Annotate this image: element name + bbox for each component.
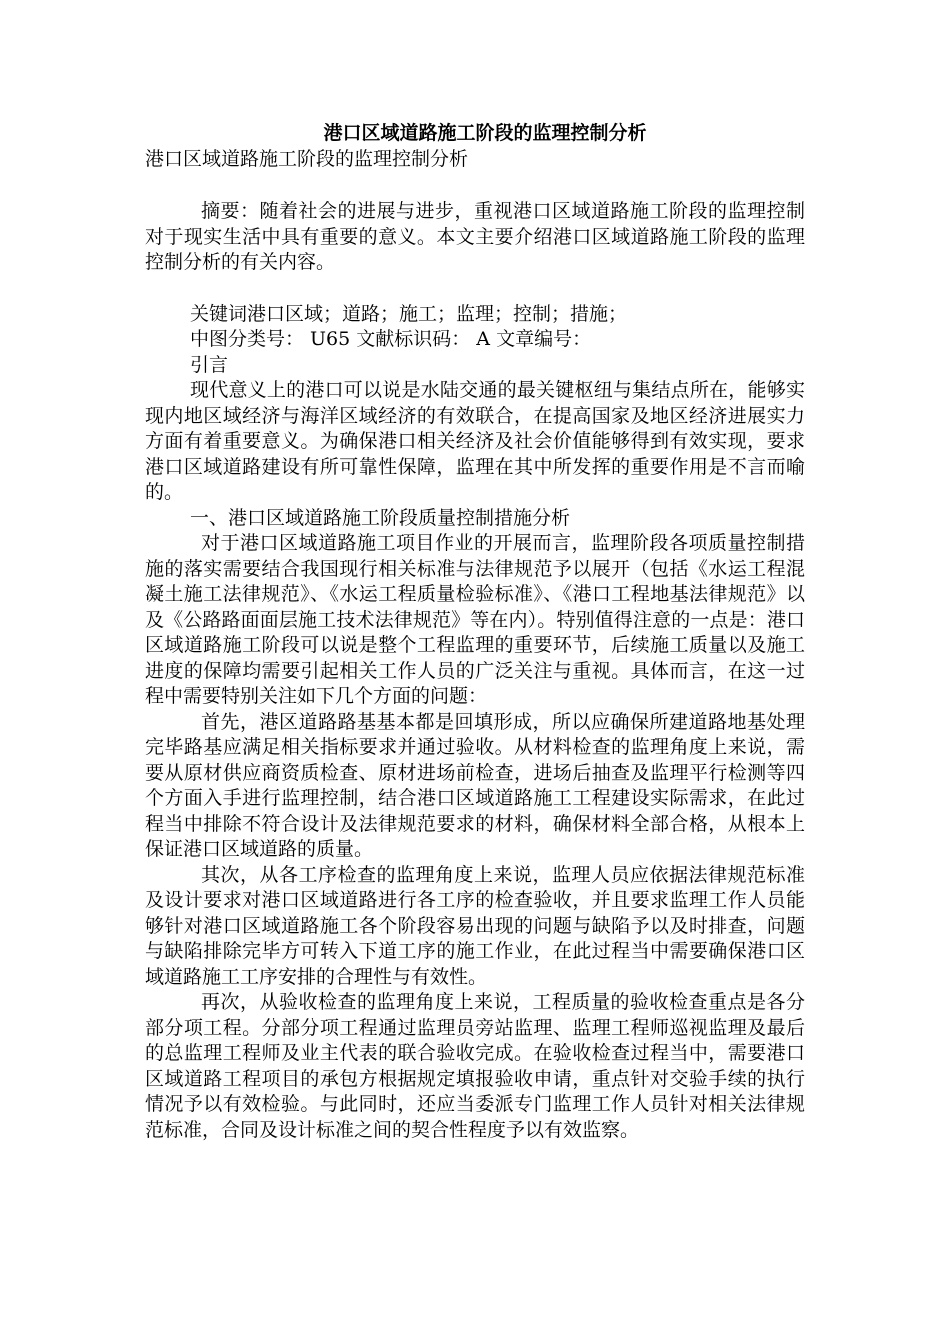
section1-paragraph-1: 对于港口区域道路施工项目作业的开展而言，监理阶段各项质量控制措施的落实需要结合我国现行相关标准与法律规范予以展开（包括《水运工程混凝土施工法律规范》、《水运工程质量检验标准》、《港口工程地基法律规范》以及《公路路面面层施工技术法律规范》等在内）。特别值得注意的一点是：港口区域道路施工阶段可以说是整个工程监理的重要环节，后续施工质量以及施工进度的保障均需要引起相关工作人员的广泛关注与重视。具体而言，在这一过程中需要特别关注如下几个方面的问题： — [145, 532, 805, 707]
keywords-line: 关键词港口区域；道路；施工；监理；控制；措施； — [190, 302, 628, 325]
document-page — [145, 120, 805, 1143]
section1-paragraph-4: 再次，从验收检查的监理角度上来说，工程质量的验收检查重点是各分部分项工程。分部分项工程通过监理员旁站监理、监理工程师巡视监理及最后的总监理工程师及业主代表的联合验收完成。在验收检查过程当中，需要港口区域道路工程项目的承包方根据规定填报验收申请，重点针对交验手续的执行情况予以有效检验。与此同时，还应当委派专门监理工作人员针对相关法律规范标准，合同及设计标准之间的契合性程度予以有效监察。 — [145, 991, 805, 1141]
document-subtitle: 港口区域道路施工阶段的监理控制分析 — [145, 148, 469, 170]
document-title: 港口区域道路施工阶段的监理控制分析 — [323, 122, 647, 144]
classification-line: 中图分类号： U65 文献标识码： A 文章编号： — [190, 328, 592, 350]
section1-paragraph-3: 其次，从各工序检查的监理角度上来说，监理人员应依据法律规范标准及设计要求对港口区域道路进行各工序的检查验收，并且要求监理工作人员能够针对港口区域道路施工各个阶段容易出现的问题与缺陷予以及时排查，问题与缺陷排除完毕方可转入下道工序的施工作业，在此过程当中需要确保港口区域道路施工工序安排的合理性与有效性。 — [145, 863, 805, 988]
abstract-paragraph: 摘要：随着社会的进展与进步，重视港口区域道路施工阶段的监理控制对于现实生活中具有重要的意义。本文主要介绍港口区域道路施工阶段的监理控制分析的有关内容。 — [145, 200, 805, 273]
intro-heading: 引言 — [190, 353, 229, 376]
section1-paragraph-2: 首先，港区道路路基基本都是回填形成，所以应确保所建道路地基处理完毕路基应满足相关指标要求并通过验收。从材料检查的监理角度上来说，需要从原材供应商资质检查、原材进场前检查，进场后抽查及监理平行检测等四个方面入手进行监理控制，结合港口区域道路施工工程建设实际需求，在此过程当中排除不符合设计及法律规范要求的材料，确保材料全部合格，从根本上保证港口区域道路的质量。 — [145, 710, 805, 860]
spacer — [145, 276, 805, 302]
section1-heading: 一、港口区域道路施工阶段质量控制措施分析 — [190, 506, 571, 529]
intro-paragraph: 现代意义上的港口可以说是水陆交通的最关键枢纽与集结点所在，能够实现内地区域经济与海洋区域经济的有效联合，在提高国家及地区经济进展实力方面有着重要意义。为确保港口相关经济及社会价值能够得到有效实现，要求港口区域道路建设有所可靠性保障，监理在其中所发挥的重要作用是不言而喻的。 — [145, 379, 805, 503]
